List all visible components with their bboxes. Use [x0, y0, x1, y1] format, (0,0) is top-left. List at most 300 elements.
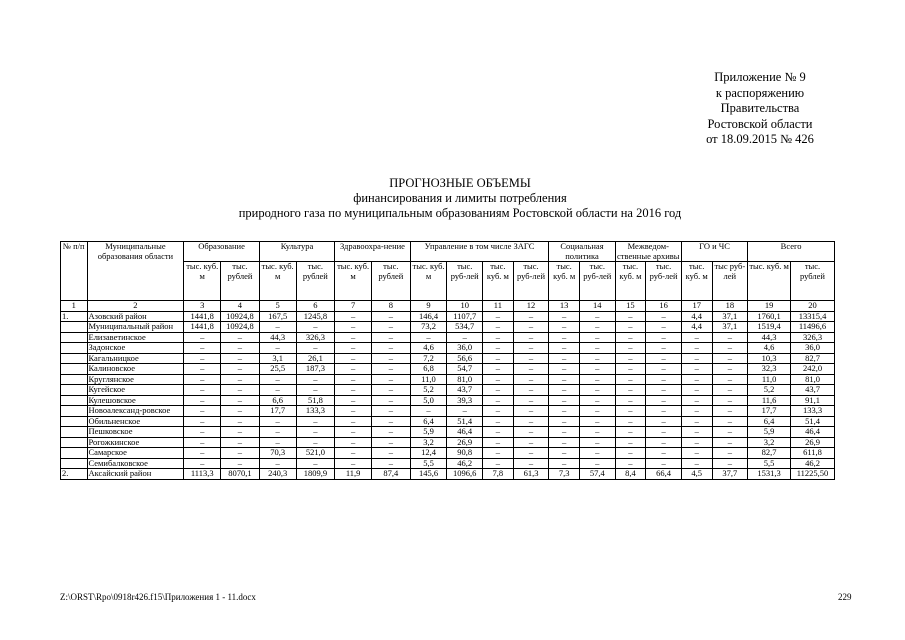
table-cell: 32,3	[748, 364, 791, 375]
page-number: 229	[838, 592, 852, 602]
table-cell: 1245,8	[296, 311, 335, 322]
column-number: 14	[579, 301, 615, 312]
table-cell: 1113,3	[184, 469, 221, 480]
header-unit: тыс. руб-лей	[513, 262, 549, 301]
table-cell: –	[712, 374, 748, 385]
municipality-name: Задонское	[87, 343, 184, 354]
table-cell: –	[296, 458, 335, 469]
table-cell: –	[615, 427, 646, 438]
table-cell: 91,1	[791, 395, 835, 406]
row-number	[61, 427, 88, 438]
header-unit: тыс. руб-лей	[646, 262, 682, 301]
table-cell: –	[513, 332, 549, 343]
table-cell: –	[646, 332, 682, 343]
table-cell: 521,0	[296, 448, 335, 459]
table-cell: 8070,1	[221, 469, 260, 480]
table-cell: –	[184, 395, 221, 406]
table-cell: –	[549, 437, 580, 448]
table-cell: –	[646, 364, 682, 375]
table-cell: –	[296, 437, 335, 448]
table-cell: –	[447, 332, 483, 343]
footer-file-path: Z:\ORST\Rpo\0918r426.f15\Приложения 1 - 11.docx	[60, 592, 256, 602]
table-cell: –	[549, 311, 580, 322]
table-cell: –	[483, 374, 514, 385]
table-cell: –	[221, 385, 260, 396]
table-cell: 611,8	[791, 448, 835, 459]
table-cell: –	[483, 332, 514, 343]
table-row	[61, 353, 835, 364]
table-cell: –	[579, 311, 615, 322]
header-unit: тыс. куб. м	[681, 262, 712, 301]
table-row	[61, 458, 835, 469]
table-row	[61, 343, 835, 354]
table-cell: –	[615, 395, 646, 406]
table-row	[61, 416, 835, 427]
row-number	[61, 395, 88, 406]
table-cell: –	[371, 322, 410, 333]
row-number	[61, 416, 88, 427]
table-cell: –	[371, 406, 410, 417]
table-cell: –	[221, 416, 260, 427]
table-cell: 36,0	[791, 343, 835, 354]
table-cell: –	[371, 374, 410, 385]
table-cell: –	[335, 427, 372, 438]
table-cell: –	[483, 427, 514, 438]
table-cell: 145,6	[410, 469, 447, 480]
table-cell: –	[681, 395, 712, 406]
table-cell: –	[184, 332, 221, 343]
table-cell: 1107,7	[447, 311, 483, 322]
row-number	[61, 437, 88, 448]
table-cell: 46,4	[447, 427, 483, 438]
table-cell: –	[259, 385, 296, 396]
table-cell: –	[483, 448, 514, 459]
table-cell: –	[579, 364, 615, 375]
table-cell: –	[712, 406, 748, 417]
table-cell: 11,0	[748, 374, 791, 385]
table-row	[61, 469, 835, 480]
table-cell: –	[615, 448, 646, 459]
table-cell: –	[549, 385, 580, 396]
table-cell: 10,3	[748, 353, 791, 364]
table-cell: 5,9	[410, 427, 447, 438]
table-cell: –	[681, 374, 712, 385]
table-cell: –	[184, 374, 221, 385]
table-cell: –	[646, 343, 682, 354]
table-cell: –	[483, 311, 514, 322]
table-cell: –	[483, 385, 514, 396]
header-unit: тыс. куб. м	[748, 262, 791, 301]
table-cell: 46,2	[791, 458, 835, 469]
table-cell: –	[712, 332, 748, 343]
column-number: 18	[712, 301, 748, 312]
appendix-line: Правительства	[720, 101, 800, 115]
table-cell: –	[259, 458, 296, 469]
table-cell: –	[371, 448, 410, 459]
table-cell: 167,5	[259, 311, 296, 322]
table-cell: –	[549, 322, 580, 333]
table-row	[61, 311, 835, 322]
header-unit: тыс. куб. м	[410, 262, 447, 301]
table-cell: –	[335, 311, 372, 322]
header-unit: тыс. куб. м	[483, 262, 514, 301]
table-cell: 6,8	[410, 364, 447, 375]
table-cell: –	[681, 406, 712, 417]
gas-limits-table	[60, 241, 835, 480]
table-cell: 146,4	[410, 311, 447, 322]
row-number	[61, 448, 88, 459]
table-cell: –	[646, 406, 682, 417]
table-cell: –	[221, 395, 260, 406]
table-cell: –	[712, 385, 748, 396]
table-cell: 1441,8	[184, 322, 221, 333]
column-number: 19	[748, 301, 791, 312]
table-cell: 7,8	[483, 469, 514, 480]
table-cell: –	[371, 364, 410, 375]
table-cell: –	[513, 395, 549, 406]
table-cell: –	[259, 437, 296, 448]
municipality-name: Муниципальный район	[87, 322, 184, 333]
table-cell: –	[615, 458, 646, 469]
table-cell: –	[483, 416, 514, 427]
table-cell: 51,8	[296, 395, 335, 406]
column-number: 10	[447, 301, 483, 312]
table-cell: 534,7	[447, 322, 483, 333]
header-unit: тыс. руб-лей	[447, 262, 483, 301]
table-cell: –	[335, 448, 372, 459]
table-cell: 1096,6	[447, 469, 483, 480]
table-cell: –	[410, 406, 447, 417]
table-cell: –	[579, 416, 615, 427]
table-cell: 187,3	[296, 364, 335, 375]
table-cell: –	[184, 416, 221, 427]
municipality-name: Семибалковское	[87, 458, 184, 469]
table-cell: 90,8	[447, 448, 483, 459]
table-cell: –	[335, 332, 372, 343]
table-cell: –	[579, 437, 615, 448]
table-cell: 87,4	[371, 469, 410, 480]
table-cell: –	[335, 437, 372, 448]
table-cell: –	[646, 353, 682, 364]
table-row	[61, 322, 835, 333]
header-unit: тыс. рублей	[791, 262, 835, 301]
table-cell: 81,0	[447, 374, 483, 385]
column-number: 8	[371, 301, 410, 312]
table-cell: 17,7	[259, 406, 296, 417]
row-number	[61, 322, 88, 333]
table-cell: –	[681, 427, 712, 438]
table-cell: –	[549, 406, 580, 417]
table-cell: –	[184, 437, 221, 448]
table-cell: –	[335, 322, 372, 333]
table-cell: 66,4	[646, 469, 682, 480]
table-cell: 4,5	[681, 469, 712, 480]
table-cell: –	[296, 416, 335, 427]
table-cell: 39,3	[447, 395, 483, 406]
table-cell: –	[513, 374, 549, 385]
municipality-name: Самарское	[87, 448, 184, 459]
header-unit: тыс. руб-лей	[579, 262, 615, 301]
table-cell: –	[483, 395, 514, 406]
table-cell: –	[712, 427, 748, 438]
table-cell: 6,4	[410, 416, 447, 427]
table-cell: –	[483, 458, 514, 469]
table-cell: –	[371, 343, 410, 354]
table-cell: 4,4	[681, 322, 712, 333]
table-cell: 11225,50	[791, 469, 835, 480]
table-cell: 6,6	[259, 395, 296, 406]
table-cell: –	[681, 364, 712, 375]
table-cell: 26,9	[447, 437, 483, 448]
table-cell: 5,5	[748, 458, 791, 469]
table-cell: –	[221, 406, 260, 417]
row-number	[61, 458, 88, 469]
table-cell: –	[549, 448, 580, 459]
table-cell: –	[712, 395, 748, 406]
table-cell: –	[615, 332, 646, 343]
title-line-1: ПРОГНОЗНЫЕ ОБЪЕМЫ	[389, 176, 531, 190]
header-row-groups	[61, 242, 835, 262]
table-cell: –	[221, 448, 260, 459]
table-cell: –	[579, 427, 615, 438]
municipality-name: Кулешовское	[87, 395, 184, 406]
table-cell: 7,3	[549, 469, 580, 480]
table-cell: –	[513, 385, 549, 396]
table-cell: –	[579, 395, 615, 406]
table-cell: 43,7	[791, 385, 835, 396]
header-unit: тыс. рублей	[371, 262, 410, 301]
table-cell: 17,7	[748, 406, 791, 417]
table-cell: 11,9	[335, 469, 372, 480]
table-cell: –	[371, 416, 410, 427]
municipality-name: Азовский район	[87, 311, 184, 322]
table-cell: 51,4	[791, 416, 835, 427]
column-number: 5	[259, 301, 296, 312]
table-cell: –	[335, 458, 372, 469]
table-row	[61, 437, 835, 448]
table-cell: 1531,3	[748, 469, 791, 480]
table-cell: –	[221, 374, 260, 385]
table-cell: –	[221, 332, 260, 343]
row-number	[61, 353, 88, 364]
municipality-name: Кугейское	[87, 385, 184, 396]
table-cell: 133,3	[296, 406, 335, 417]
table-cell: –	[681, 332, 712, 343]
table-cell: –	[296, 427, 335, 438]
table-cell: –	[483, 322, 514, 333]
municipality-name: Новоалександ-ровское	[87, 406, 184, 417]
header-group: Социальная политика	[549, 242, 615, 262]
table-cell: –	[483, 353, 514, 364]
header-unit: тыс руб-лей	[712, 262, 748, 301]
table-cell: –	[549, 395, 580, 406]
table-cell: –	[296, 385, 335, 396]
table-cell: –	[712, 364, 748, 375]
municipality-name: Пешковское	[87, 427, 184, 438]
table-row	[61, 406, 835, 417]
table-cell: –	[549, 458, 580, 469]
table-cell: –	[712, 416, 748, 427]
table-cell: –	[371, 395, 410, 406]
table-cell: –	[184, 353, 221, 364]
header-row-numbers	[61, 301, 835, 312]
table-cell: –	[513, 416, 549, 427]
column-number: 7	[335, 301, 372, 312]
table-cell: –	[335, 395, 372, 406]
table-cell: –	[296, 374, 335, 385]
row-number	[61, 332, 88, 343]
municipality-name: Кагальницкое	[87, 353, 184, 364]
table-cell: –	[184, 364, 221, 375]
table-cell: –	[447, 406, 483, 417]
column-number: 6	[296, 301, 335, 312]
table-cell: –	[681, 353, 712, 364]
table-cell: 1441,8	[184, 311, 221, 322]
table-cell: 44,3	[748, 332, 791, 343]
table-cell: 82,7	[748, 448, 791, 459]
table-cell: –	[483, 343, 514, 354]
table-cell: 326,3	[791, 332, 835, 343]
table-cell: 240,3	[259, 469, 296, 480]
row-number	[61, 343, 88, 354]
table-cell: 242,0	[791, 364, 835, 375]
table-cell: –	[615, 437, 646, 448]
table-cell: 11496,6	[791, 322, 835, 333]
table-cell: –	[646, 385, 682, 396]
table-cell: –	[579, 406, 615, 417]
table-cell: 44,3	[259, 332, 296, 343]
header-unit: тыс. рублей	[221, 262, 260, 301]
row-number	[61, 374, 88, 385]
table-row	[61, 385, 835, 396]
table-cell: 56,6	[447, 353, 483, 364]
table-cell: –	[483, 364, 514, 375]
table-cell: –	[615, 406, 646, 417]
header-unit: тыс. рублей	[296, 262, 335, 301]
table-cell: –	[646, 416, 682, 427]
table-cell: –	[646, 427, 682, 438]
table-cell: 1809,9	[296, 469, 335, 480]
table-cell: 3,2	[748, 437, 791, 448]
table-cell: –	[681, 458, 712, 469]
column-number: 20	[791, 301, 835, 312]
table-cell: 70,3	[259, 448, 296, 459]
table-cell: –	[371, 353, 410, 364]
table-cell: –	[259, 343, 296, 354]
header-group: Всего	[748, 242, 835, 262]
table-cell: –	[184, 385, 221, 396]
table-cell: –	[579, 343, 615, 354]
table-cell: –	[579, 458, 615, 469]
table-cell: –	[335, 385, 372, 396]
table-cell: –	[646, 374, 682, 385]
table-cell: –	[615, 364, 646, 375]
table-cell: –	[335, 406, 372, 417]
table-cell: –	[615, 385, 646, 396]
table-cell: 4,6	[410, 343, 447, 354]
table-cell: –	[513, 437, 549, 448]
table-cell: –	[681, 416, 712, 427]
column-number: 11	[483, 301, 514, 312]
table-cell: 37,7	[712, 469, 748, 480]
municipality-name: Круглянское	[87, 374, 184, 385]
table-cell: 133,3	[791, 406, 835, 417]
table-cell: 11,0	[410, 374, 447, 385]
table-cell: –	[513, 343, 549, 354]
table-cell: –	[513, 448, 549, 459]
title-line-2: финансирования и лимиты потребления	[353, 191, 567, 205]
header-unit: тыс. куб. м	[335, 262, 372, 301]
table-row	[61, 395, 835, 406]
table-cell: –	[579, 332, 615, 343]
appendix-line: от 18.09.2015 № 426	[706, 132, 814, 146]
table-cell: 12,4	[410, 448, 447, 459]
header-unit: тыс. куб. м	[184, 262, 221, 301]
table-cell: 43,7	[447, 385, 483, 396]
column-number: 2	[87, 301, 184, 312]
column-number: 9	[410, 301, 447, 312]
table-cell: –	[335, 416, 372, 427]
table-cell: –	[513, 427, 549, 438]
table-cell: 57,4	[579, 469, 615, 480]
table-cell: –	[579, 385, 615, 396]
table-cell: –	[615, 374, 646, 385]
header-name: Муниципальные образования области	[87, 242, 184, 301]
table-cell: –	[579, 374, 615, 385]
table-cell: –	[681, 437, 712, 448]
table-cell: –	[371, 437, 410, 448]
table-cell: –	[549, 374, 580, 385]
table-row	[61, 374, 835, 385]
table-cell: 11,6	[748, 395, 791, 406]
table-body	[61, 311, 835, 479]
appendix-line: к распоряжению	[715, 85, 805, 100]
column-number: 3	[184, 301, 221, 312]
table-row	[61, 364, 835, 375]
table-cell: –	[483, 437, 514, 448]
table-cell: –	[579, 353, 615, 364]
table-cell: –	[259, 427, 296, 438]
table-cell: –	[184, 448, 221, 459]
header-unit: тыс. куб. м	[549, 262, 580, 301]
table-cell: –	[483, 406, 514, 417]
table-cell: –	[549, 353, 580, 364]
table-cell: –	[221, 458, 260, 469]
table-row	[61, 427, 835, 438]
table-cell: –	[513, 322, 549, 333]
table-cell: 37,1	[712, 322, 748, 333]
municipality-name: Обильненское	[87, 416, 184, 427]
table-cell: –	[549, 364, 580, 375]
column-number: 17	[681, 301, 712, 312]
table-cell: 10924,8	[221, 311, 260, 322]
table-cell: 7,2	[410, 353, 447, 364]
table-cell: –	[646, 448, 682, 459]
table-cell: –	[615, 343, 646, 354]
header-group: Здравоохра-нение	[335, 242, 410, 262]
table-cell: 25,5	[259, 364, 296, 375]
table-cell: 5,5	[410, 458, 447, 469]
header-num: № п/п	[61, 242, 88, 301]
table-cell: –	[513, 406, 549, 417]
table-cell: –	[184, 427, 221, 438]
table-cell: –	[335, 374, 372, 385]
table-cell: –	[513, 311, 549, 322]
table-cell: 1760,1	[748, 311, 791, 322]
row-number: 2.	[61, 469, 88, 480]
table-cell: –	[221, 343, 260, 354]
table-cell: –	[296, 322, 335, 333]
